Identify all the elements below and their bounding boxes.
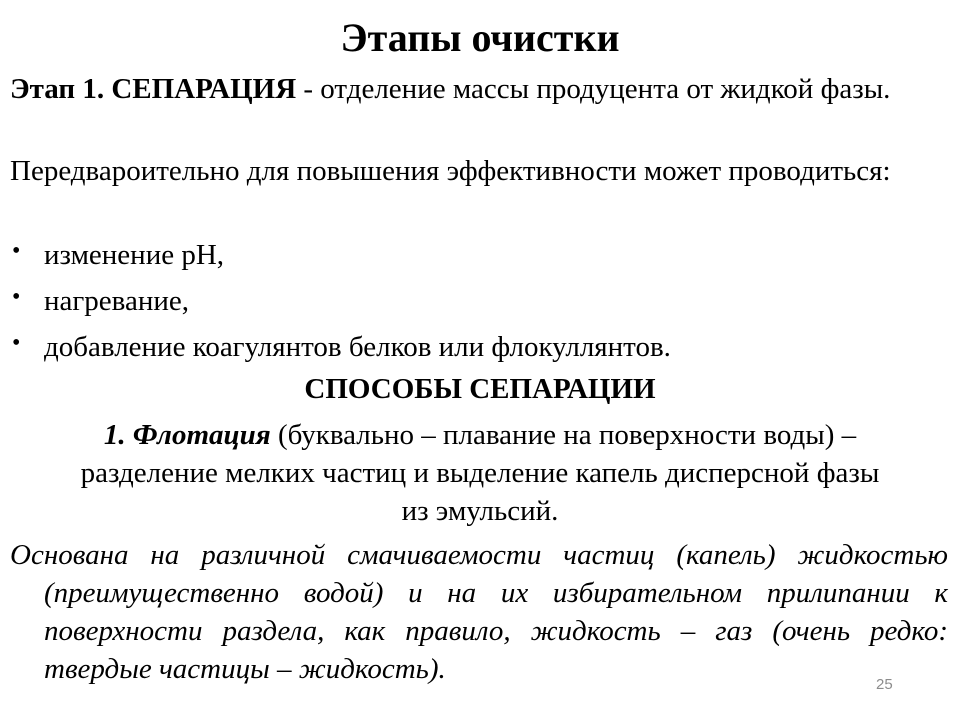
pre-paragraph: Передвароительно для повышения эффективности может проводиться: bbox=[10, 155, 891, 187]
basis-paragraph bbox=[10, 536, 948, 688]
bullet-text: изменение рН, bbox=[44, 239, 225, 271]
basis-line: Основана на различной смачиваемости частиц (капель) жидкостью bbox=[10, 539, 948, 571]
bullet-text: нагревание, bbox=[44, 285, 189, 317]
stage1-text: - отделение массы продуцента от жидкой фазы. bbox=[296, 73, 891, 105]
flotation-line-2: разделение мелких частиц и выделение капель дисперсной фазы bbox=[80, 457, 880, 489]
flotation-line-1 bbox=[0, 416, 960, 454]
flotation-line-3: из эмульсий. bbox=[401, 495, 559, 527]
stage1-paragraph bbox=[10, 70, 960, 108]
page-number: 25 bbox=[876, 676, 893, 693]
bullet-icon: • bbox=[12, 330, 21, 356]
stage1-label: Этап 1. СЕПАРАЦИЯ bbox=[10, 73, 297, 105]
flotation-label: 1. Флотация bbox=[103, 419, 271, 451]
slide-title: Этапы очистки bbox=[340, 15, 620, 60]
basis-line: твердые частицы – жидкость). bbox=[44, 653, 446, 685]
bullet-icon: • bbox=[12, 238, 21, 264]
basis-line: поверхности раздела, как правило, жидкость – газ (очень редко: bbox=[44, 615, 948, 647]
flotation-text-1: (буквально – плавание на поверхности воды) – bbox=[270, 419, 857, 451]
basis-line: (преимущественно водой) и на их избирательном прилипании к bbox=[44, 577, 948, 609]
bullet-text: добавление коагулянтов белков или флокуллянтов. bbox=[44, 331, 671, 363]
bullet-icon: • bbox=[12, 284, 21, 310]
methods-heading: СПОСОБЫ СЕПАРАЦИИ bbox=[304, 373, 656, 405]
